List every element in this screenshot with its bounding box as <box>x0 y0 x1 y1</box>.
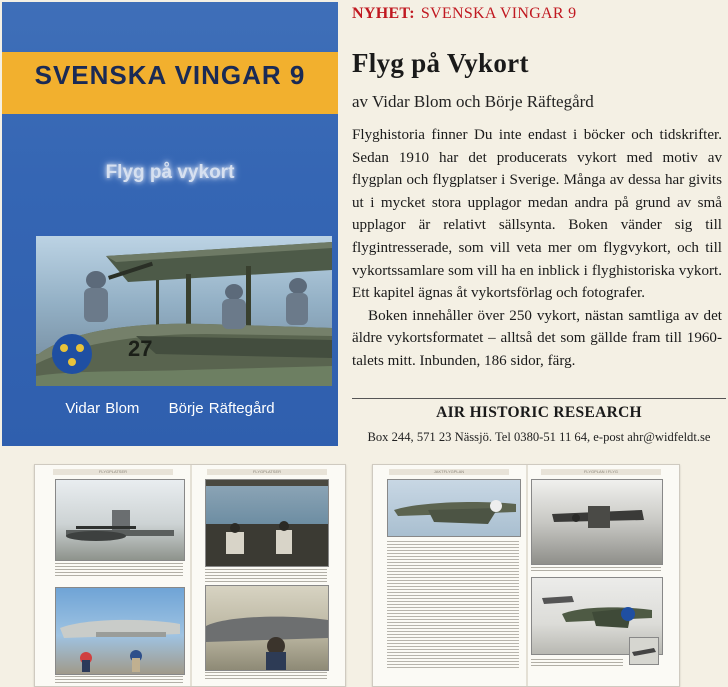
spread-page-header: FLYGPLATSER <box>207 469 327 475</box>
sample-spread-airports <box>34 464 346 687</box>
postcard-photo <box>387 479 521 537</box>
book-byline: av Vidar Blom och Börje Räftegård <box>352 92 594 111</box>
postcard-photo <box>205 585 329 671</box>
cover-author-1: Vidar Blom <box>65 400 140 417</box>
biplane-illustration <box>36 236 332 386</box>
cover-author-2: Börje Räftegård <box>168 400 275 417</box>
cover-biplane-painting <box>36 236 332 386</box>
publisher-name: AIR HISTORIC RESEARCH <box>436 404 642 421</box>
book-title: Flyg på Vykort <box>352 48 529 78</box>
news-series: SVENSKA VINGAR 9 <box>420 5 577 22</box>
postcard-photo <box>55 479 185 561</box>
article-paragraph-2: Boken innehåller över 250 vykort, nästan samtliga av det äldre vykortsformatet – alltså det som gällde fram till 1960-talets mitt. Inbunden, 186 sidor, färg. <box>352 307 722 369</box>
postcard-photo <box>531 479 663 565</box>
spread-page-header: JAKTFLYGPLAN <box>389 469 509 475</box>
publisher-address: Box 244, 571 23 Nässjö. Tel 0380-51 11 64, e-post ahr@widfeldt.se <box>367 430 711 444</box>
article-body <box>352 124 722 373</box>
article-paragraph-1: Flyghistoria finner Du inte endast i böcker och tidskrifter. Sedan 1910 har det producerats vykort med motiv av flygplan och flygplatser i Sverige. Många av dessa har givits ut i mycket stora upplagor medan andra på grund av små upplagor är relativt sällsynta. Boken vänder sig till flygintresserade, som vill veta mer om flygvykort, och till vykortssamlare som vill ha en inblick i flyghistoriska vykort. Ett kapitel ägnas åt vykortsförlag och fotografer. <box>352 127 722 302</box>
cover-authors <box>2 400 338 417</box>
sample-spread-fighters <box>372 464 680 687</box>
cover-series-title: SVENSKA VINGAR 9 <box>34 60 306 90</box>
spread-page-header: FLYGPLAN I FLYG <box>541 469 661 475</box>
section-divider <box>352 398 726 399</box>
postcard-inset-photo <box>629 637 659 665</box>
news-heading <box>352 5 722 23</box>
spread-page-header: FLYGPLATSER <box>53 469 173 475</box>
book-cover <box>2 2 338 446</box>
cover-plane-number: 27 <box>128 336 153 361</box>
postcard-photo <box>55 587 185 675</box>
cover-subtitle: Flyg på vykort <box>105 162 235 183</box>
news-label: NYHET: <box>352 5 415 22</box>
postcard-photo <box>205 479 329 567</box>
